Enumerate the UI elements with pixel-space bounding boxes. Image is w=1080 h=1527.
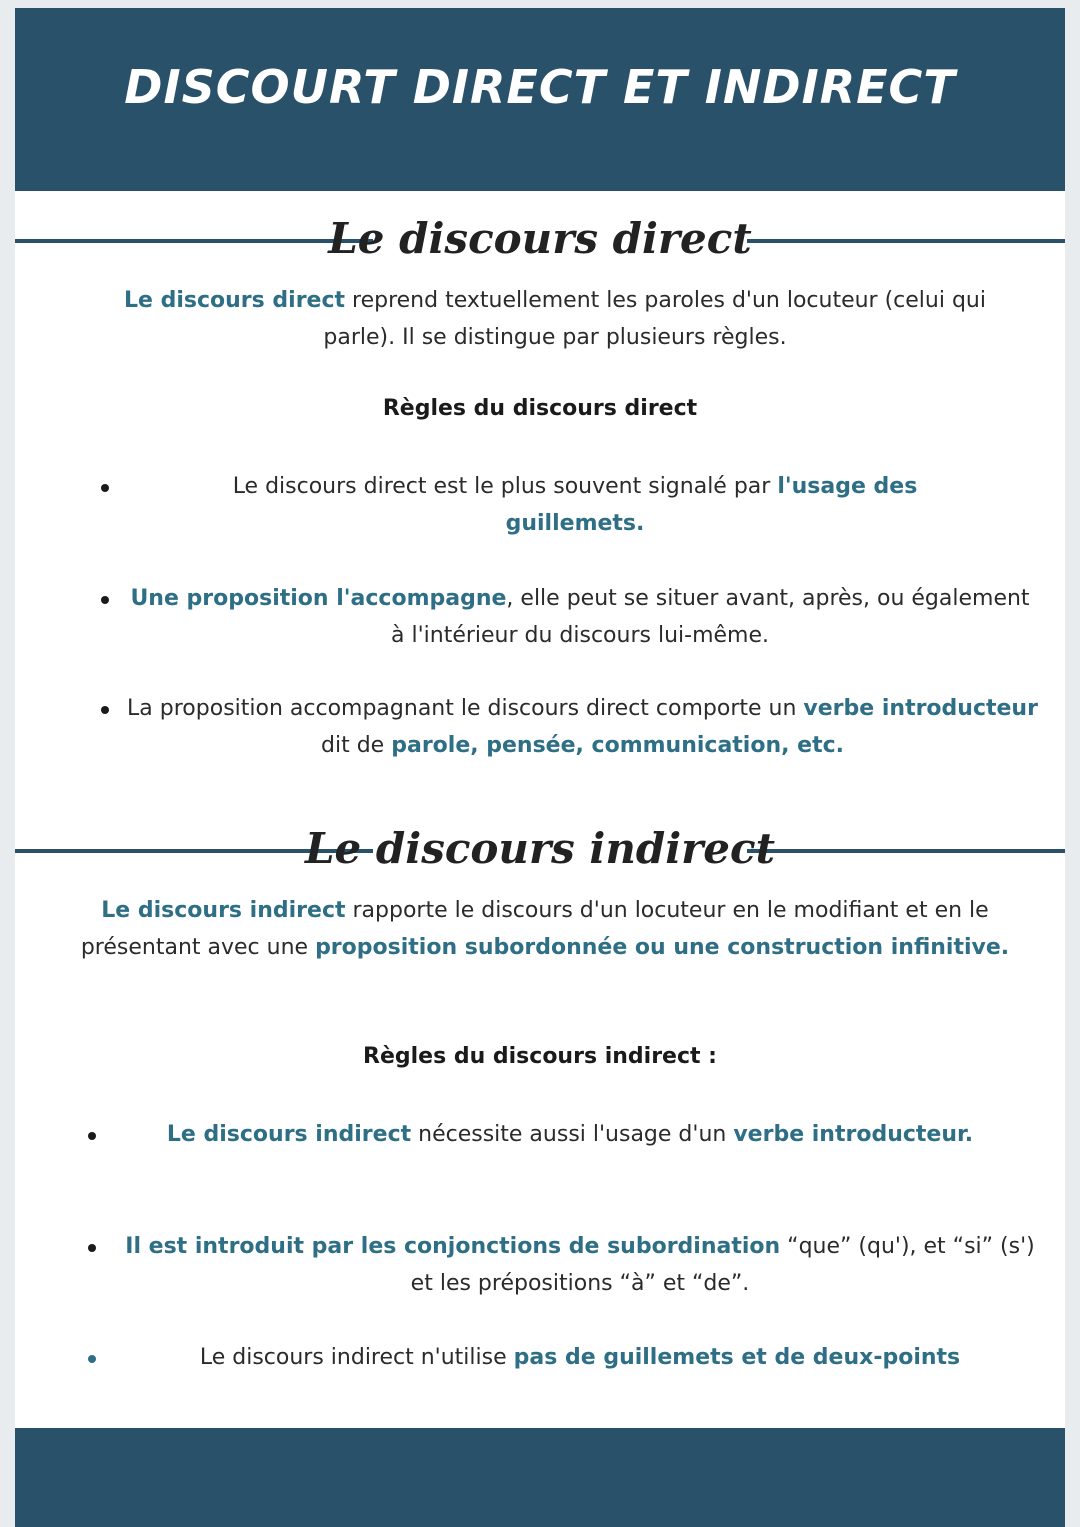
indirect-rule-3 (115, 1339, 1045, 1376)
bullet-dot (101, 596, 109, 604)
indirect-rule-1-text: nécessite aussi l'usage d'un (411, 1122, 734, 1147)
indirect-rule-1-highlight-b: verbe introducteur. (733, 1122, 974, 1147)
header-banner (15, 8, 1065, 191)
bullet-dot (88, 1355, 96, 1363)
direct-rule-3-highlight-a: verbe introducteur (803, 696, 1038, 721)
indirect-rule-2 (115, 1228, 1045, 1302)
direct-rule-2-highlight: Une proposition l'accompagne (130, 586, 507, 611)
section-heading-indirect (15, 820, 1065, 880)
section-title-indirect: Le discours indirect (305, 824, 775, 873)
indirect-rule-3-highlight: pas de guillemets et de deux-points (513, 1345, 961, 1370)
indirect-rule-2-highlight: Il est introduit par les conjonctions de subordination (125, 1234, 781, 1259)
indirect-rule-1-highlight-a: Le discours indirect (166, 1122, 412, 1147)
indirect-rule-1 (165, 1116, 975, 1153)
indirect-intro-term: Le discours indirect (101, 898, 346, 923)
direct-rule-1 (165, 468, 985, 542)
direct-rule-3-highlight-b: parole, pensée, communication, etc. (391, 733, 844, 758)
footer-banner (15, 1428, 1065, 1527)
direct-rule-1-text: Le discours direct est le plus souvent signalé par (232, 474, 778, 499)
direct-rule-3 (120, 690, 1045, 764)
indirect-rule-3-text: Le discours indirect n'utilise (199, 1345, 514, 1370)
bullet-dot (88, 1244, 96, 1252)
direct-rule-3-text-a: La proposition accompagnant le discours direct comporte un (127, 696, 804, 721)
bullet-dot (88, 1132, 96, 1140)
direct-rule-1-highlight: l'usage des guillemets. (505, 474, 918, 536)
direct-intro-text: reprend textuellement les paroles d'un locuteur (celui qui parle). Il se distingue par plusieurs règles. (323, 288, 986, 350)
direct-rule-2-text: , elle peut se situer avant, après, ou également à l'intérieur du discours lui-même. (391, 586, 1030, 648)
direct-intro-term: Le discours direct (124, 288, 346, 313)
indirect-intro-paragraph (60, 892, 1030, 966)
document-page (15, 8, 1065, 1527)
direct-rule-2 (125, 580, 1035, 654)
indirect-intro-text: rapporte le discours d'un locuteur en le modifiant et en le présentant avec une (80, 898, 989, 960)
bullet-dot (101, 706, 109, 714)
indirect-intro-highlight: proposition subordonnée ou une construction infinitive. (315, 935, 1010, 960)
indirect-rule-2-text: “que” (qu'), et “si” (s') et les prépositions “à” et “de”. (410, 1234, 1035, 1296)
section-title-direct: Le discours direct (328, 214, 752, 263)
indirect-rules-heading: Règles du discours indirect : (363, 1044, 717, 1069)
direct-intro-paragraph (95, 282, 1015, 356)
direct-rule-3-text-b: dit de (321, 733, 392, 758)
section-heading-direct (15, 210, 1065, 270)
direct-rules-heading: Règles du discours direct (382, 396, 698, 421)
page-title: DISCOURT DIRECT ET INDIRECT (124, 60, 956, 114)
bullet-dot (101, 484, 109, 492)
